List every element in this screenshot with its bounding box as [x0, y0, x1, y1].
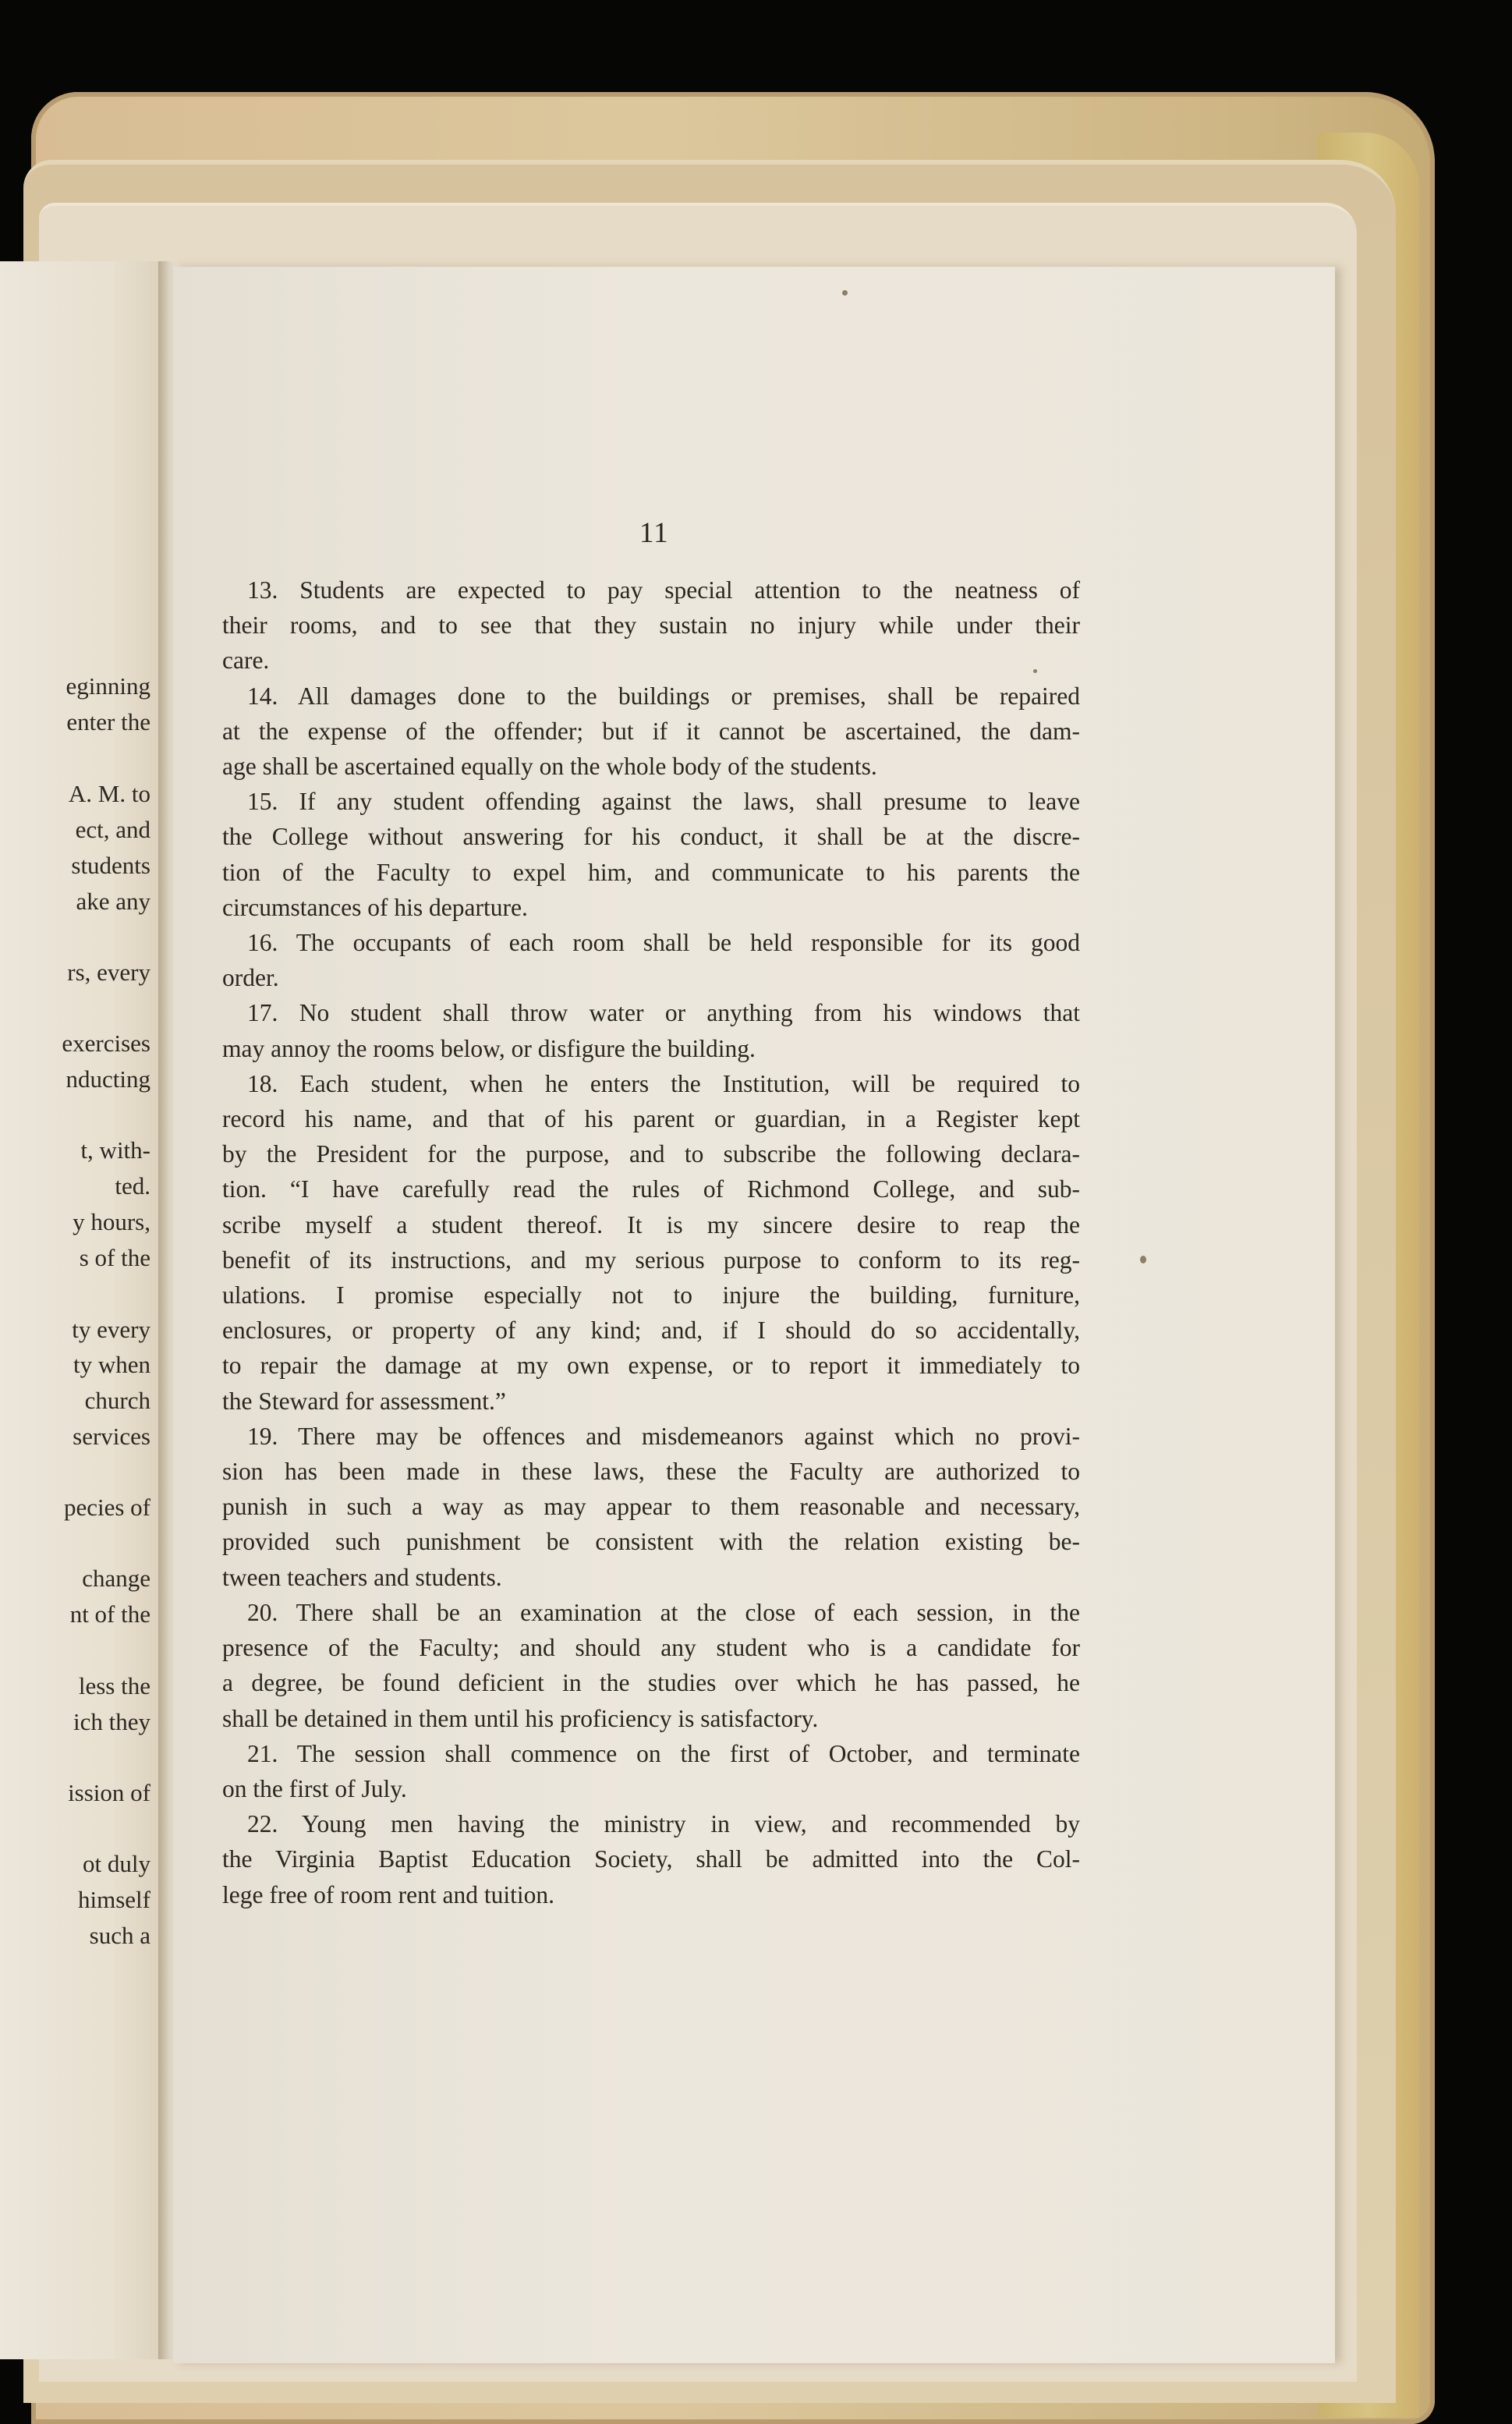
left-page-fragment: services — [73, 1423, 150, 1450]
text-line: circumstances of his departure. — [222, 893, 528, 921]
text-line: care. — [222, 647, 270, 675]
page-text — [222, 572, 1080, 1912]
paper-speck — [1140, 1256, 1146, 1263]
text-line: 22. Young men having the ministry in view, and recommended by — [247, 1810, 1080, 1838]
text-line: the Virginia Baptist Education Society, shall be admitted into the Col- — [222, 1845, 1080, 1873]
left-page-fragment: exercises — [62, 1029, 150, 1057]
text-line: a degree, be found deficient in the studies over which he has passed, he — [222, 1669, 1080, 1697]
text-line: enclosures, or property of any kind; and, if I should do so accidentally, — [222, 1317, 1080, 1345]
text-line: benefit of its instructions, and my serious purpose to conform to its reg- — [222, 1246, 1080, 1274]
rule-paragraph — [222, 679, 1080, 785]
text-line: lege free of room rent and tuition. — [222, 1880, 554, 1908]
text-line: record his name, and that of his parent or guardian, in a Register kept — [222, 1105, 1080, 1133]
text-line: at the expense of the offender; but if it cannot be ascertained, the dam- — [222, 717, 1080, 745]
text-line: to repair the damage at my own expense, or to report it immediately to — [222, 1352, 1080, 1380]
text-line: 13. Students are expected to pay special attention to the neatness of — [247, 576, 1080, 604]
text-line: tween teachers and students. — [222, 1563, 502, 1591]
rule-paragraph — [222, 784, 1080, 925]
left-facing-page — [0, 261, 163, 2359]
rule-paragraph — [222, 1419, 1080, 1595]
text-line: 15. If any student offending against the laws, shall presume to leave — [247, 788, 1080, 816]
left-page-fragment: y hours, — [73, 1208, 150, 1235]
text-line: tion of the Faculty to expel him, and communicate to his parents the — [222, 858, 1080, 886]
left-page-fragment: ty every — [72, 1316, 150, 1343]
text-line: 20. There shall be an examination at the close of each session, in the — [247, 1598, 1080, 1626]
text-line: presence of the Faculty; and should any student who is a candidate for — [222, 1634, 1080, 1662]
text-line: by the President for the purpose, and to subscribe the following declara- — [222, 1140, 1080, 1168]
left-page-fragment: church — [84, 1387, 150, 1414]
left-page-fragment: pecies of — [63, 1494, 150, 1521]
left-page-fragment: enter the — [66, 708, 150, 735]
left-page-fragment: ake any — [76, 888, 150, 915]
text-line: may annoy the rooms below, or disfigure the building. — [222, 1034, 756, 1062]
text-line: 18. Each student, when he enters the Institution, will be required to — [247, 1069, 1080, 1097]
text-line: 17. No student shall throw water or anything from his windows that — [247, 999, 1080, 1027]
left-page-fragment: ot duly — [83, 1850, 150, 1877]
left-page-fragment: change — [82, 1565, 150, 1592]
text-line: ulations. I promise especially not to injure the building, furniture, — [222, 1281, 1080, 1309]
text-line: provided such punishment be consistent with the relation existing be- — [222, 1528, 1080, 1556]
text-line: the Steward for assessment.” — [222, 1387, 506, 1415]
text-line: shall be detained in them until his proficiency is satisfactory. — [222, 1704, 819, 1732]
text-line: their rooms, and to see that they sustain no injury while under their — [222, 611, 1080, 640]
left-page-fragment: nducting — [66, 1065, 150, 1093]
rule-paragraph — [222, 1736, 1080, 1806]
left-page-fragment: ect, and — [75, 816, 150, 843]
left-page-fragment: t, with- — [80, 1136, 150, 1164]
text-line: tion. “I have carefully read the rules of Richmond College, and sub- — [222, 1175, 1080, 1203]
rule-paragraph — [222, 925, 1080, 995]
rule-paragraph — [222, 1066, 1080, 1419]
left-page-fragment: eginning — [66, 672, 150, 700]
text-line: 16. The occupants of each room shall be held responsible for its good — [247, 929, 1080, 957]
paper-speck — [1033, 669, 1037, 673]
text-line: 14. All damages done to the buildings or premises, shall be repaired — [247, 682, 1080, 710]
left-page-fragment: ted. — [115, 1172, 150, 1200]
left-page-fragment: students — [71, 852, 150, 879]
rule-paragraph — [222, 1806, 1080, 1912]
page-number: 11 — [639, 517, 669, 549]
text-line: 21. The session shall commence on the first of October, and terminate — [247, 1739, 1080, 1767]
rule-paragraph — [222, 995, 1080, 1065]
left-page-fragment: ission of — [68, 1779, 150, 1806]
left-page-fragment: ty when — [73, 1351, 150, 1378]
text-line: age shall be ascertained equally on the whole body of the students. — [222, 753, 877, 781]
text-line: sion has been made in these laws, these the Faculty are authorized to — [222, 1458, 1080, 1486]
text-line: the College without answering for his conduct, it shall be at the discre- — [222, 823, 1080, 851]
text-line: order. — [222, 964, 279, 992]
rule-paragraph — [222, 1595, 1080, 1736]
text-line: punish in such a way as may appear to them reasonable and necessary, — [222, 1493, 1080, 1521]
left-page-fragment: such a — [89, 1922, 150, 1949]
paper-speck — [842, 290, 848, 296]
left-page-fragment: rs, every — [67, 959, 150, 986]
left-page-fragment: himself — [78, 1886, 150, 1913]
left-page-fragment: nt of the — [69, 1600, 150, 1628]
text-line: scribe myself a student thereof. It is my sincere desire to reap the — [222, 1210, 1080, 1239]
rule-paragraph — [222, 572, 1080, 679]
left-page-fragment: s of the — [79, 1244, 150, 1271]
text-line: on the first of July. — [222, 1774, 407, 1802]
text-line: 19. There may be offences and misdemeanors against which no provi- — [247, 1422, 1080, 1450]
left-page-fragment: ich they — [73, 1708, 150, 1735]
left-page-fragment: A. M. to — [68, 780, 150, 807]
left-page-fragment: less the — [78, 1672, 150, 1699]
